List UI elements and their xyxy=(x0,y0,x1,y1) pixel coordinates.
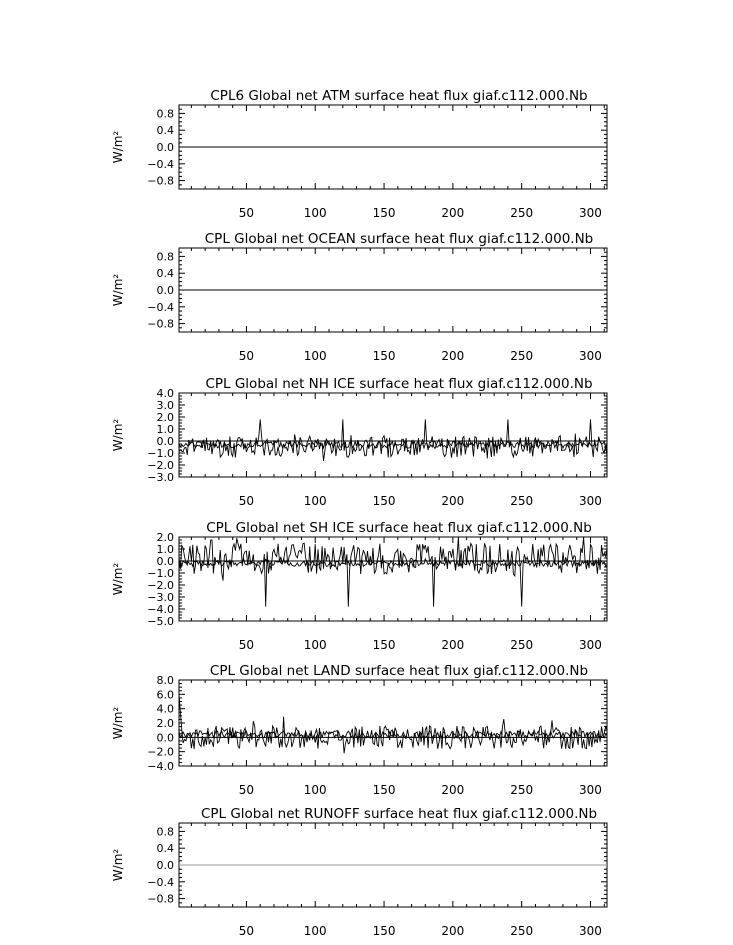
chart-title: CPL Global net NH ICE surface heat flux giaf.c112.000.Nb xyxy=(205,376,593,392)
panel-2 xyxy=(111,231,607,363)
y-axis-label: W/m² xyxy=(111,848,125,882)
chart-title: CPL6 Global net ATM surface heat flux giaf.c112.000.Nb xyxy=(210,88,588,104)
y-tick-label: −2.0 xyxy=(147,579,174,592)
y-tick-label: −3.0 xyxy=(147,471,174,484)
x-tick-label: 200 xyxy=(441,349,465,363)
y-tick-label: −3.0 xyxy=(147,591,174,604)
x-tick-label: 50 xyxy=(238,206,255,220)
x-tick-label: 300 xyxy=(579,206,602,220)
panel-3 xyxy=(111,376,607,508)
x-tick-label: 250 xyxy=(510,783,534,797)
y-tick-label: −0.8 xyxy=(147,892,174,906)
x-tick-label: 150 xyxy=(372,206,396,220)
x-tick-label: 200 xyxy=(441,783,465,797)
y-tick-label: 0.0 xyxy=(156,859,174,872)
y-tick-label: 1.0 xyxy=(156,423,174,436)
series-line-1 xyxy=(179,419,607,461)
y-tick-label: 0.4 xyxy=(156,842,174,856)
y-tick-label: 4.0 xyxy=(156,702,174,716)
x-tick-label: 50 xyxy=(238,494,255,508)
y-tick-label: 0.4 xyxy=(156,267,174,281)
y-tick-label: −0.8 xyxy=(147,174,174,188)
x-tick-label: 50 xyxy=(238,349,255,363)
panel-1 xyxy=(111,88,607,220)
y-tick-label: −4.0 xyxy=(147,603,174,616)
y-axis-label: W/m² xyxy=(111,562,125,596)
x-tick-label: 250 xyxy=(510,924,534,938)
x-tick-label: 300 xyxy=(579,349,602,363)
x-tick-label: 250 xyxy=(510,494,534,508)
chart-title: CPL Global net RUNOFF surface heat flux giaf.c112.000.Nb xyxy=(200,806,598,822)
x-tick-label: 300 xyxy=(579,924,602,938)
chart-title: CPL Global net OCEAN surface heat flux giaf.c112.000.Nb xyxy=(204,231,594,247)
x-tick-label: 150 xyxy=(372,494,396,508)
y-tick-label: 2.0 xyxy=(156,717,174,730)
y-tick-label: 2.0 xyxy=(156,531,174,544)
x-tick-label: 200 xyxy=(441,494,465,508)
x-tick-label: 50 xyxy=(238,924,255,938)
plot-frame xyxy=(179,393,607,477)
x-tick-label: 100 xyxy=(303,638,327,652)
x-tick-label: 250 xyxy=(510,206,534,220)
plot-frame xyxy=(179,680,607,766)
x-tick-label: 150 xyxy=(372,783,396,797)
y-tick-label: −2.0 xyxy=(147,745,174,759)
x-tick-label: 150 xyxy=(372,638,396,652)
y-tick-label: −0.4 xyxy=(147,157,174,171)
x-tick-label: 150 xyxy=(372,349,396,363)
y-tick-label: 0.8 xyxy=(156,825,174,839)
y-axis-label: W/m² xyxy=(111,130,125,164)
y-tick-label: 0.0 xyxy=(156,555,174,568)
x-tick-label: 50 xyxy=(238,638,255,652)
y-tick-label: −4.0 xyxy=(147,760,174,773)
x-tick-label: 250 xyxy=(510,349,534,363)
y-tick-label: −1.0 xyxy=(147,567,174,580)
y-axis-label: W/m² xyxy=(111,418,125,452)
y-axis-label: W/m² xyxy=(111,706,125,740)
x-tick-label: 200 xyxy=(441,206,465,220)
panel-6 xyxy=(111,806,607,938)
x-tick-label: 150 xyxy=(372,924,396,938)
y-tick-label: 0.4 xyxy=(156,124,174,138)
panel-5 xyxy=(111,663,607,797)
chart-title: CPL Global net LAND surface heat flux giaf.c112.000.Nb xyxy=(209,663,589,679)
x-tick-label: 100 xyxy=(303,924,327,938)
y-tick-label: 0.0 xyxy=(156,731,174,745)
y-tick-label: 2.0 xyxy=(156,411,174,424)
x-tick-label: 100 xyxy=(303,783,327,797)
x-tick-label: 200 xyxy=(441,924,465,938)
y-tick-label: −0.4 xyxy=(147,300,174,314)
series-line-1 xyxy=(179,537,607,607)
y-tick-label: 6.0 xyxy=(156,688,174,702)
y-tick-label: 3.0 xyxy=(156,399,174,412)
x-tick-label: 100 xyxy=(303,349,327,363)
y-tick-label: −0.8 xyxy=(147,317,174,331)
x-tick-label: 300 xyxy=(579,783,602,797)
y-tick-label: 0.8 xyxy=(156,250,174,264)
y-tick-label: 0.0 xyxy=(156,284,174,297)
y-tick-label: 0.8 xyxy=(156,107,174,121)
chart-title: CPL Global net SH ICE surface heat flux giaf.c112.000.Nb xyxy=(206,520,592,536)
y-tick-label: 0.0 xyxy=(156,141,174,154)
x-tick-label: 300 xyxy=(579,638,602,652)
y-tick-label: 4.0 xyxy=(156,387,174,400)
panel-4 xyxy=(111,520,607,652)
y-tick-label: −2.0 xyxy=(147,459,174,472)
y-tick-label: 1.0 xyxy=(156,543,174,556)
x-tick-label: 200 xyxy=(441,638,465,652)
y-tick-label: 8.0 xyxy=(156,674,174,687)
x-tick-label: 300 xyxy=(579,494,602,508)
y-axis-label: W/m² xyxy=(111,273,125,307)
x-tick-label: 100 xyxy=(303,206,327,220)
x-tick-label: 50 xyxy=(238,783,255,797)
series-line-1 xyxy=(179,694,607,753)
y-tick-label: −5.0 xyxy=(147,615,174,628)
x-tick-label: 100 xyxy=(303,494,327,508)
y-tick-label: −1.0 xyxy=(147,447,174,460)
x-tick-label: 250 xyxy=(510,638,534,652)
y-tick-label: 0.0 xyxy=(156,435,174,448)
y-tick-label: −0.4 xyxy=(147,875,174,889)
